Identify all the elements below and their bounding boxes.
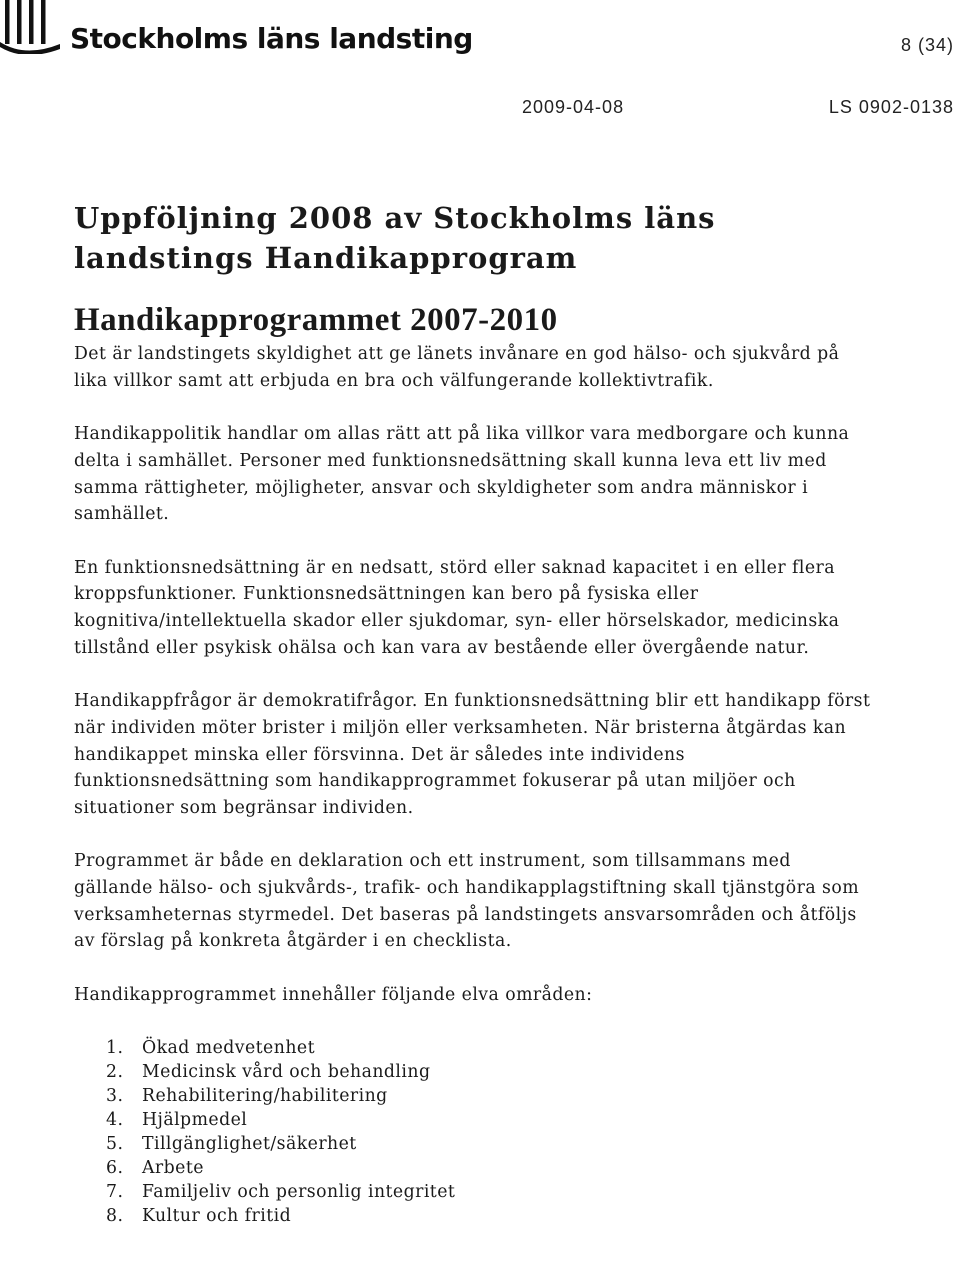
list-item: 7. Familjeliv och personlig integritet — [106, 1181, 456, 1202]
paragraph: Handikappolitik handlar om allas rätt att på lika villkor vara medborgare och kunna delta i samhället. Personer med funktionsnedsättning skall kunna leva ett liv med samma rättigheter, möjligheter, ansvar och skyldigheter som andra människor i samhället. — [74, 424, 850, 525]
list-item: 8. Kultur och fritid — [106, 1205, 292, 1226]
paragraph: Programmet är både en deklaration och ett instrument, som tillsammans med gällande hälso- och sjukvårds-, trafik- och handikapplagstiftning skall tjänstgöra som verksamheternas styrmedel. Det baseras på landstingets ansvarsområden och åtföljs av förslag på konkreta åtgärder i en checklista. — [74, 851, 860, 952]
list-item: 5. Tillgänglighet/säkerhet — [106, 1133, 357, 1154]
areas-list — [106, 1036, 874, 1228]
reference-number: LS 0902-0138 — [828, 97, 954, 117]
section-heading: Handikapprogrammet 2007-2010 — [74, 302, 558, 338]
list-item: 4. Hjälpmedel — [106, 1109, 248, 1130]
org-name: Stockholms läns landsting — [70, 22, 473, 55]
list-item: 2. Medicinsk vård och behandling — [106, 1061, 431, 1082]
paragraph: Handikapprogrammet innehåller följande elva områden: — [74, 984, 593, 1005]
logo — [0, 0, 473, 60]
body-text — [74, 341, 874, 1228]
paragraph: Det är landstingets skyldighet att ge länets invånare en god hälso- och sjukvård på lika villkor samt att erbjuda en bra och välfungerande kollektivtrafik. — [74, 344, 840, 391]
paragraph: Handikappfrågor är demokratifrågor. En funktionsnedsättning blir ett handikapp först när individen möter brister i miljön eller verksamheten. När bristerna åtgärdas kan handikappet minska eller försvinna. Det är således inte individens funktionsnedsättning som handikapprogrammet fokuserar på utan miljöer och situationer som begränsar individen. — [74, 691, 871, 818]
list-item: 3. Rehabilitering/habilitering — [106, 1085, 388, 1106]
list-item: 1. Ökad medvetenhet — [106, 1037, 315, 1058]
paragraph: En funktionsnedsättning är en nedsatt, störd eller saknad kapacitet i en eller flera kroppsfunktioner. Funktionsnedsättningen kan bero på fysiska eller kognitiva/intellektuella skador eller sjukdomar, syn- eller hörselskador, medicinska tillstånd eller psykisk ohälsa och kan vara av bestående eller övergående natur. — [74, 557, 840, 658]
list-item: 6. Arbete — [106, 1157, 204, 1178]
sll-logo-icon — [0, 0, 64, 54]
page-title: Uppföljning 2008 av Stockholms läns landstings Handikapprogram — [74, 201, 716, 275]
document-date: 2009-04-08 — [522, 97, 625, 117]
page-number: 8 (34) — [900, 35, 954, 55]
